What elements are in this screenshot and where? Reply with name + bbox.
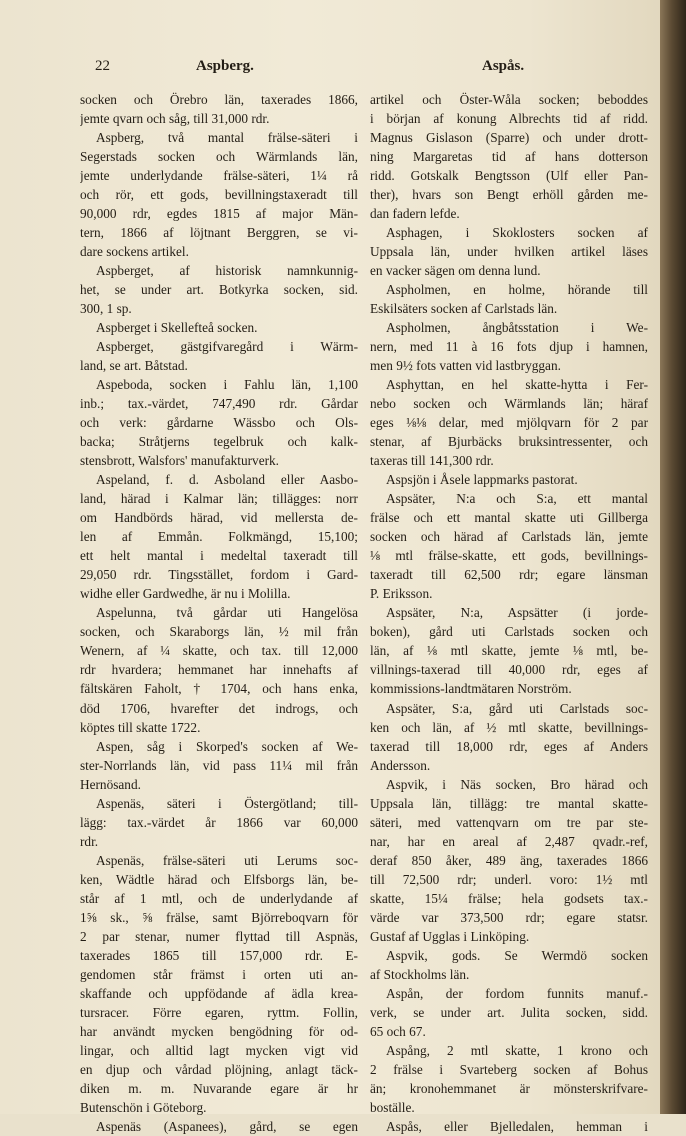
- text-line: dan fadern lefde.: [370, 206, 460, 222]
- text-line: diken m. m. Nuvarande egare är hr: [80, 1080, 358, 1096]
- text-line: köptes till skatte 1722.: [80, 719, 201, 735]
- text-line: Aspeland, f. d. Asboland eller Aasbo-: [96, 472, 358, 488]
- text-line: stensbrott, Walsfors' manufakturverk.: [80, 453, 280, 469]
- text-line: 2 par stenar, numer flyttad till Aspnäs,: [80, 928, 358, 944]
- text-line: nar, har en areal af 2,487 qvadr.-ref,: [370, 833, 648, 849]
- text-line: taxerades 1865 till 157,000 rdr. E-: [80, 947, 358, 963]
- text-line: nern, med 11 à 16 fots djup i hamnen,: [370, 339, 648, 355]
- text-line: Aspenäs, frälse-säteri uti Lerums soc-: [96, 852, 358, 868]
- text-line: 65 och 67.: [370, 1023, 426, 1039]
- text-line: Aspberget i Skellefteå socken.: [96, 320, 258, 336]
- text-line: om Handbörds härad, vid mellersta de-: [80, 510, 358, 526]
- text-line: än; kronohemmanet är mönsterskrifvare-: [370, 1080, 648, 1096]
- text-line: taxeradt till 62,500 rdr; egare länsman: [370, 567, 648, 583]
- text-line: backa; Stråtjerns tegelbruk och kalk-: [80, 434, 358, 450]
- text-line: lägg: tax.-värdet år 1866 var 60,000: [80, 814, 358, 830]
- page-number: 22: [95, 58, 110, 74]
- text-line: land, härad i Kalmar län; tillägges: norr: [80, 491, 358, 507]
- text-line: Aspberget, gästgifvaregård i Wärm-: [96, 339, 358, 355]
- text-line: socken och härad af Carlstads län, jemte: [370, 529, 648, 545]
- text-line: 90,000 rdr, egdes 1815 af major Män-: [80, 206, 358, 222]
- text-line: verk, se under art. Julita socken, sidd.: [370, 1004, 648, 1020]
- text-line: Aspås, eller Bjelledalen, hemman i: [386, 1118, 648, 1134]
- right-running-head: Aspås.: [482, 58, 525, 74]
- text-line: står af 1 mtl, och de underlydande af: [80, 890, 358, 906]
- text-line: kommissions-landtmätaren Norström.: [370, 681, 572, 697]
- text-line: Aspenäs, säteri i Östergötland; till-: [96, 795, 358, 811]
- text-line: Aspenäs (Aspanees), gård, se egen: [96, 1118, 358, 1134]
- text-line: död 1706, hvarefter det indrogs, och: [80, 700, 358, 716]
- text-line: socken, och Skaraborgs län, ½ mil från: [80, 624, 358, 640]
- text-line: Uppsala län, tillägg: tre mantal skatte-: [370, 795, 648, 811]
- text-line: het, se under art. Botkyrka socken, sid.: [80, 282, 358, 298]
- text-line: P. Eriksson.: [370, 586, 433, 602]
- text-line: ken och län, af ½ mtl skatte, bevillnings-: [370, 719, 648, 735]
- text-line: Wenern, af ¼ skatte, och tax. till 12,000: [80, 643, 358, 659]
- text-line: artikel och Öster-Wåla socken; beboddes: [370, 92, 648, 107]
- text-line: fältskären Faholt, † 1704, och hans enka,: [80, 681, 358, 697]
- text-line: Aspvik, gods. Se Wermdö socken: [386, 947, 648, 963]
- left-text-column: [80, 90, 358, 1136]
- text-line: Uppsala län, under hvilken artikel läses: [370, 244, 648, 260]
- text-line: Aspsjön i Åsele lappmarks pastorat.: [386, 472, 578, 488]
- text-line: och rör, ett gods, bevillningstaxeradt till: [80, 187, 358, 203]
- text-line: ett helt mantal i medeltal taxeradt till: [80, 548, 358, 564]
- book-spine-edge: [660, 0, 686, 1114]
- text-line: Eskilsäters socken af Carlstads län.: [370, 301, 558, 317]
- text-line: Asphagen, i Skoklosters socken af: [386, 225, 648, 241]
- text-line: villnings-taxerad till 40,000 rdr, eges af: [370, 662, 648, 678]
- text-line: tursracer. Förre egaren, ryttm. Follin,: [80, 1004, 358, 1020]
- text-line: Aspvik, i Näs socken, Bro härad och: [386, 776, 648, 792]
- text-line: dare sockens artikel.: [80, 244, 189, 260]
- text-line: Aspång, 2 mtl skatte, 1 krono och: [386, 1042, 648, 1058]
- text-line: rdr.: [80, 833, 99, 849]
- text-line: Magnus Gislason (Sparre) och under drott-: [370, 130, 648, 146]
- text-line: en vacker sägen om denna lund.: [370, 263, 541, 279]
- text-line: en djup och vårdad plöjning, anlagt täck-: [80, 1061, 358, 1077]
- text-line: Aspberget, af historisk namnkunnig-: [96, 263, 358, 279]
- text-line: län, af ⅛ mtl skatte, jemte ⅛ mtl, be-: [370, 643, 648, 659]
- text-line: rdr hvardera; hemmanet har innehafts af: [80, 662, 358, 678]
- text-line: 2 frälse i Svarteberg socken af Bohus: [370, 1061, 648, 1077]
- text-line: Aspen, såg i Skorped's socken af We-: [96, 738, 358, 754]
- text-line: skaffande och uppfödande af ädla krea-: [80, 985, 358, 1001]
- text-line: jemte qvarn och såg, till 31,000 rdr.: [80, 111, 270, 127]
- text-line: i början af konung Albrechts tid af ridd.: [370, 111, 648, 127]
- text-line: och verk: gårdarne Wässbo och Ols-: [80, 415, 358, 431]
- text-line: ridd. Gotskalk Bengtsson (Ulf eller Pan-: [370, 168, 648, 184]
- text-line: Andersson.: [370, 757, 431, 773]
- text-line: skatte, 15¼ frälse; hela godsets tax.-: [370, 890, 648, 906]
- text-line: taxerad till 18,000 rdr, eges af Anders: [370, 738, 648, 754]
- text-line: ster-Norrlands län, vid pass 11¼ mil från: [80, 757, 358, 773]
- text-line: inb.; tax.-värdet, 747,490 rdr. Gårdar: [80, 396, 358, 412]
- text-line: 29,050 rdr. Tingsstället, fordom i Gard-: [80, 567, 358, 583]
- text-line: ther), hvars son Bengt erhöll gården me-: [370, 187, 648, 203]
- text-line: widhe eller Gardwedhe, är nu i Molilla.: [80, 586, 291, 602]
- text-line: eges ⅛⅛ delar, med mjölqvarn för 2 par: [370, 415, 648, 431]
- text-line: tern, 1866 af löjtnant Berggren, se vi-: [80, 225, 358, 241]
- text-line: men 9½ fots vatten vid lastbryggan.: [370, 358, 561, 374]
- text-line: taxeras till 141,300 rdr.: [370, 453, 494, 469]
- text-line: socken och Örebro län, taxerades 1866,: [80, 92, 358, 107]
- text-line: till 72,500 rdr; underl. voro: 1½ mtl: [370, 871, 648, 887]
- text-line: 300, 1 sp.: [80, 301, 132, 317]
- text-line: Aspsäter, S:a, gård uti Carlstads soc-: [386, 700, 648, 716]
- text-line: har användt mycken bengödning för od-: [80, 1023, 358, 1039]
- text-line: 1⅝ sk., ⅝ frälse, samt Björreboqvarn för: [80, 909, 358, 925]
- text-line: gendomen står främst i orten uti an-: [80, 966, 358, 982]
- text-line: Gustaf af Ugglas i Linköping.: [370, 928, 530, 944]
- right-text-column: [370, 90, 648, 1136]
- text-line: Segerstads socken och Wärmlands län,: [80, 149, 358, 165]
- text-line: ning Margaretas tid af hans dotterson: [370, 149, 648, 165]
- text-line: af Stockholms län.: [370, 966, 470, 982]
- text-line: len af Emmån. Folkmängd, 15,100;: [80, 529, 358, 545]
- text-line: deraf 850 åker, 489 äng, taxerades 1866: [370, 852, 648, 868]
- text-line: säteri, med vattenqvarn om tre par ste-: [370, 814, 648, 830]
- text-line: Aspholmen, en holme, hörande till: [386, 282, 648, 298]
- text-line: jemte underlydande frälse-säteri, 1¼ rå: [80, 168, 358, 184]
- text-line: Butenschön i Göteborg.: [80, 1099, 207, 1115]
- text-line: Aspsäter, N:a och S:a, ett mantal: [386, 491, 648, 507]
- text-line: Aspelunna, två gårdar uti Hangelösa: [96, 605, 358, 621]
- text-line: Asphyttan, en hel skatte-hytta i Fer-: [386, 377, 648, 393]
- text-line: ken, Wädtle härad och Elfsborgs län, be-: [80, 871, 358, 887]
- text-line: boställe.: [370, 1099, 415, 1115]
- text-line: ⅛ mtl frälse-skatte, ett gods, bevillnings-: [370, 548, 648, 564]
- text-line: stenar, af Bjurbäcks bruksintressenter, och: [370, 434, 648, 450]
- text-line: Aspån, der fordom funnits manuf.-: [386, 985, 648, 1001]
- text-line: land, se art. Båtstad.: [80, 358, 188, 374]
- left-running-head: Aspberg.: [196, 58, 254, 74]
- text-line: Aspberg, två mantal frälse-säteri i: [96, 130, 358, 146]
- text-line: lingar, och alltid lagt mycken vigt vid: [80, 1042, 358, 1058]
- text-line: Aspeboda, socken i Fahlu län, 1,100: [96, 377, 358, 393]
- text-line: Hernösand.: [80, 776, 141, 792]
- text-line: Aspsäter, N:a, Aspsätter (i jorde-: [386, 605, 648, 621]
- text-line: frälse och ett mantal skatte uti Gillberga: [370, 510, 648, 526]
- text-line: boken), gård uti Carlstads socken och: [370, 624, 648, 640]
- text-line: Aspholmen, ångbåtsstation i We-: [386, 320, 648, 336]
- text-line: nebo socken och Wärmlands län; häraf: [370, 396, 648, 412]
- text-line: värde var 373,500 rdr; egare statsr.: [370, 909, 648, 925]
